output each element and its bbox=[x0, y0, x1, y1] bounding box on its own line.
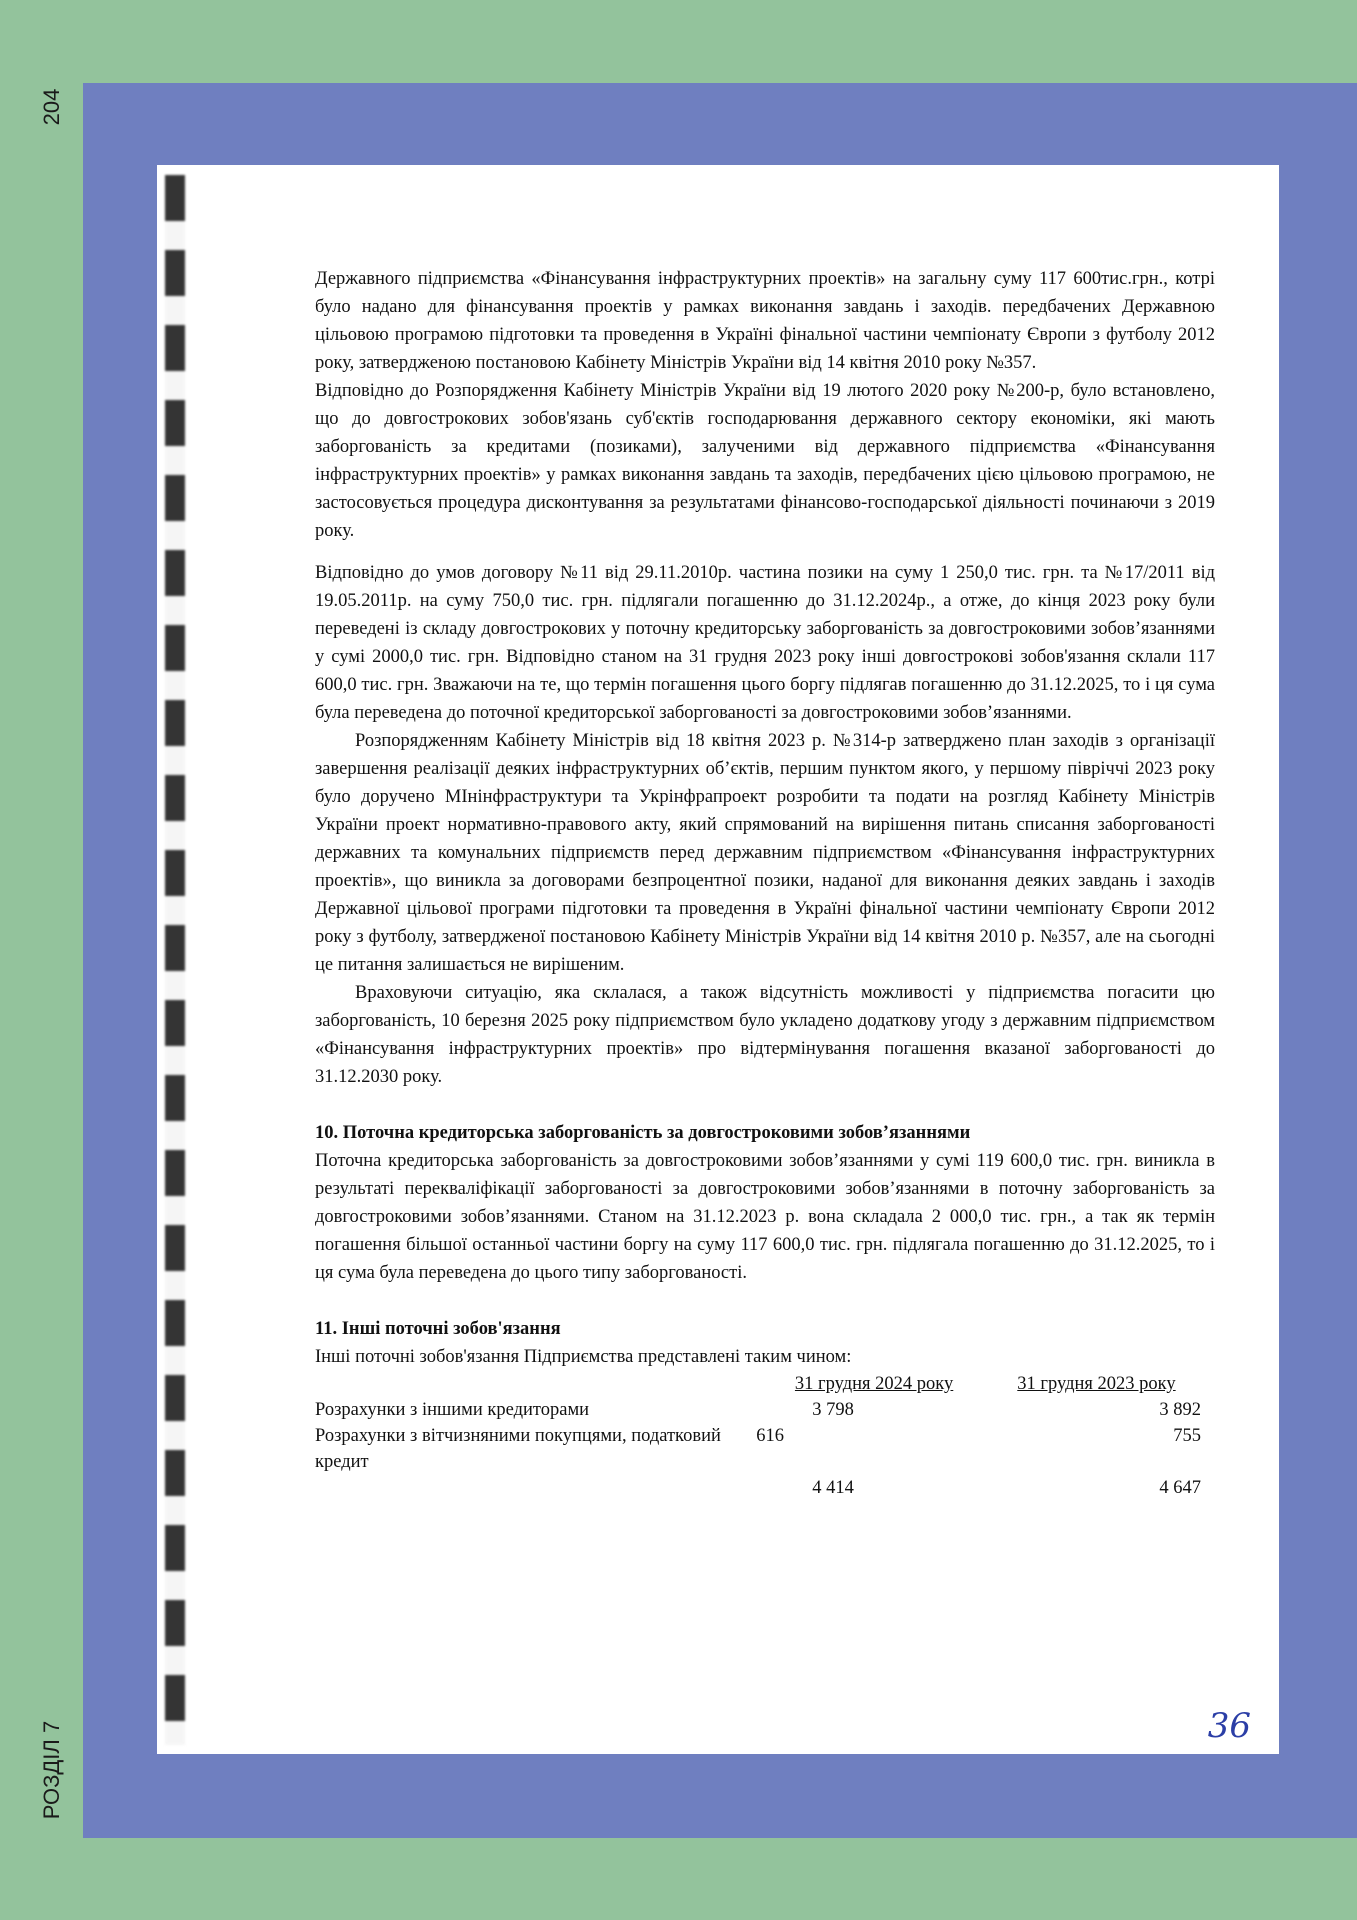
row-value-2024: 616 bbox=[756, 1426, 785, 1446]
section-10-heading: 10. Поточна кредиторська заборгованість за довгостроковими зобов’язаннями bbox=[315, 1123, 971, 1143]
liabilities-table bbox=[315, 1371, 1215, 1501]
row-label: Розрахунки з вітчизняними покупцями, податковий кредит bbox=[315, 1426, 721, 1472]
row-value-2024: 3 798 bbox=[812, 1400, 854, 1420]
paragraph-cabinet-order-2020: Відповідно до Розпорядження Кабінету Міністрів України від 19 лютого 2020 року №200-р, було встановлено, що до довгострокових зобов'язань суб'єктів господарювання державного сектору економіки, які мають заборгованість за кредитами (позиками), залученими від державного підприємства «Фінансування інфраструктурних проектів» у рамках виконання завдань та заходів, передбачених цією цільовою програмою, не застосовується процедура дисконтування за результатами фінансово-господарської діяльності починаючи з 2019 року. bbox=[315, 381, 1215, 541]
table-row bbox=[315, 1397, 1215, 1423]
row-value-2023: 755 bbox=[1173, 1426, 1201, 1446]
side-section-label: РОЗДІЛ 7 bbox=[39, 1720, 64, 1820]
scanned-sheet bbox=[157, 165, 1279, 1754]
paragraph-contract-terms: Відповідно до умов договору №11 від 29.11.2010р. частина позики на суму 1 250,0 тис. грн. та №17/2011 від 19.05.2011р. на суму 750,0 тис. грн. підлягали погашенню до 31.12.2024р., а отже, до кінця 2023 року були переведені із складу довгострокових у поточну кредиторську заборгованість за довгостроковими зобов’язаннями у сумі 2000,0 тис. грн. Відповідно станом на 31 грудня 2023 року інші довгострокові зобов'язання склали 117 600,0 тис. грн. Зважаючи на те, що термін погашення цього боргу підлягав погашенню до 31.12.2025, то і ця сума була переведена до поточної кредиторської заборгованості за довгостроковими зобов’язаннями. bbox=[315, 563, 1215, 723]
side-page-number: 204 bbox=[39, 88, 64, 126]
table-total-row bbox=[315, 1475, 1215, 1501]
row-label bbox=[315, 1475, 742, 1501]
paragraph-additional-agreement: Враховуючи ситуацію, яка склалася, а також відсутність можливості у підприємства погасити цю заборгованість, 10 березня 2025 року підприємством було укладено додаткову угоду з державним підприємством «Фінансування інфраструктурних проектів» про відтермінування погашення вказаної заборгованості до 31.12.2030 року. bbox=[315, 983, 1215, 1087]
section-10-text: Поточна кредиторська заборгованість за довгостроковими зобов’язаннями у сумі 119 600,0 тис. грн. виникла в результаті перекваліфікації заборгованості за довгостроковими зобов’язаннями в поточну заборгованість за довгостроковими зобов’язаннями. Станом на 31.12.2023 р. вона складала 2 000,0 тис. грн., а так як термін погашення більшої останньої частини боргу на суму 117 600,0 тис. грн. підлягала погашенню до 31.12.2025, то і ця сума була переведена до цього типу заборгованості. bbox=[315, 1151, 1215, 1283]
section-11-heading: 11. Інші поточні зобов'язання bbox=[315, 1319, 561, 1339]
handwritten-page-number: 36 bbox=[1207, 1706, 1251, 1746]
row-value-2024: 4 414 bbox=[812, 1478, 854, 1498]
paragraph-loan-intro: Державного підприємства «Фінансування інфраструктурних проектів» на загальну суму 117 600тис.грн., котрі було надано для фінансування проектів у рамках виконання завдань і заходів. передбачених Державною цільовою програмою підготовки та проведення в Україні фінальної частини чемпіонату Європи з футболу 2012 року, затвердженою постановою Кабінету Міністрів України від 14 квітня 2010 року №357. bbox=[315, 269, 1215, 373]
column-header-2023: 31 грудня 2023 року bbox=[1017, 1374, 1176, 1394]
column-header-2024: 31 грудня 2024 року bbox=[794, 1374, 954, 1394]
row-label: Розрахунки з іншими кредиторами bbox=[315, 1400, 590, 1420]
spiral-binding bbox=[165, 175, 185, 1745]
row-value-2023: 4 647 bbox=[1159, 1478, 1201, 1498]
row-value-2023: 3 892 bbox=[1159, 1400, 1201, 1420]
table-header-row bbox=[315, 1371, 1215, 1397]
document-body bbox=[315, 265, 1215, 1501]
section-11-intro: Інші поточні зобов'язання Підприємства представлені таким чином: bbox=[315, 1347, 852, 1367]
table-row bbox=[315, 1423, 1215, 1475]
paragraph-cabinet-order-2023: Розпорядженням Кабінету Міністрів від 18 квітня 2023 р. №314-р затверджено план заходів з організації завершення реалізації деяких інфраструктурних об’єктів, першим пунктом якого, у першому півріччі 2023 року було доручено МІнінфраструктури та Укрінфрапроект розробити та подати на розгляд Кабінету Міністрів України проект нормативно-правового акту, який спрямований на вирішення питань списання заборгованості державних та комунальних підприємств перед державним підприємством «Фінансування інфраструктурних проектів», що виникла за договорами безпроцентної позики, наданої для виконання деяких завдань і заходів Державної цільової програми підготовки та проведення в Україні фінальної частини чемпіонату Європи 2012 року з футболу, затвердженої постановою Кабінету Міністрів України від 14 квітня 2010 р. №357, але на сьогодні це питання залишається не вирішеним. bbox=[315, 731, 1215, 975]
